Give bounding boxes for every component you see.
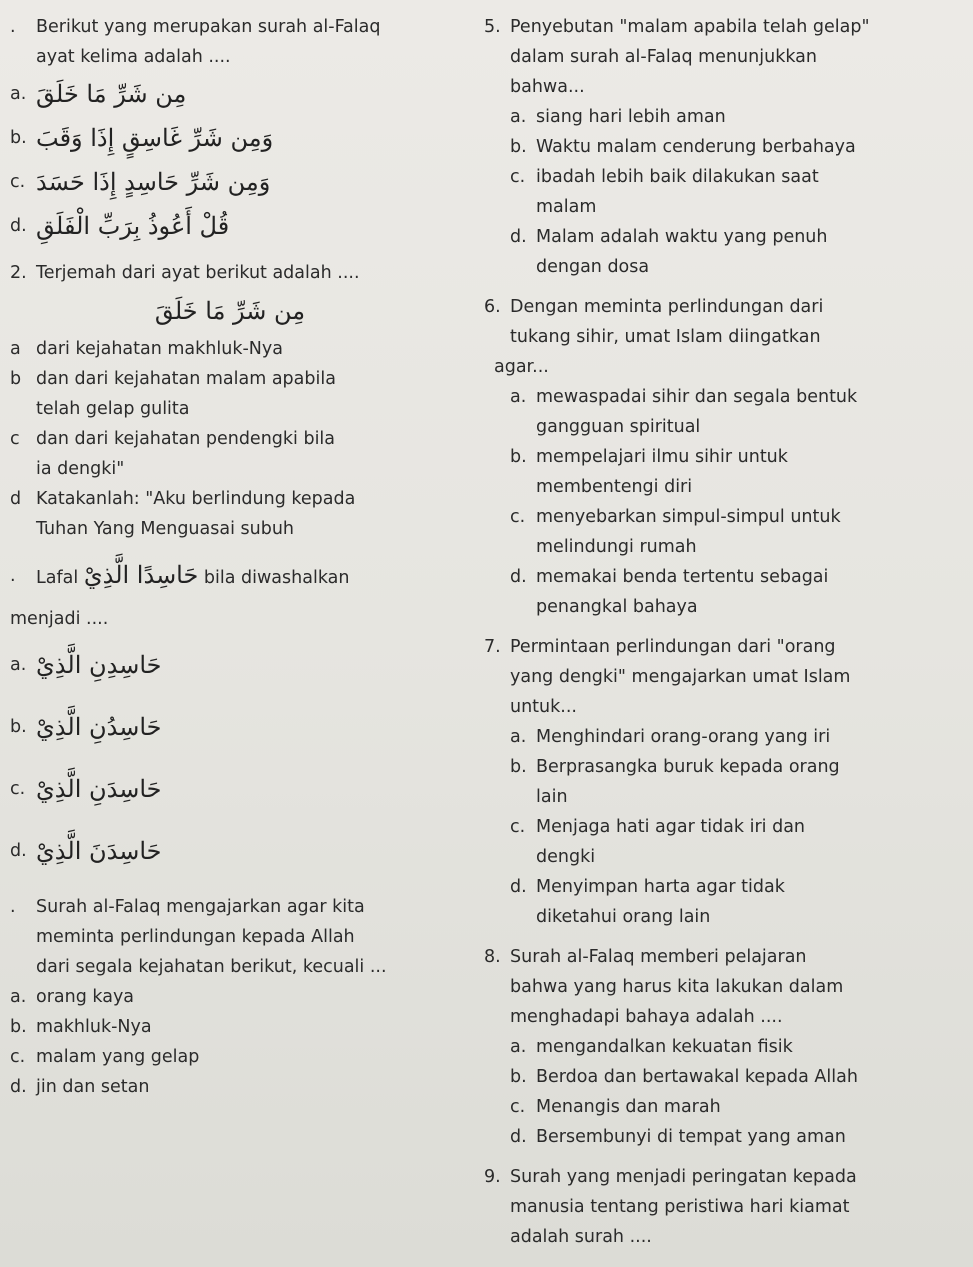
option-text: Katakanlah: "Aku berlindung kepada (36, 489, 356, 509)
question-text: Berikut yang merupakan surah al-Falaq (36, 17, 381, 37)
question-text: dari segala kejahatan berikut, kecuali ... (36, 957, 387, 977)
question-9 (484, 1162, 964, 1252)
question-text: untuk... (510, 697, 577, 717)
option-text: dan dari kejahatan malam apabila (36, 369, 336, 389)
question-text: yang dengki" mengajarkan umat Islam (510, 667, 851, 687)
option-letter: d (10, 489, 22, 509)
option-text: Bersembunyi di tempat yang aman (536, 1127, 846, 1147)
option-d[interactable] (510, 1122, 964, 1152)
option-b[interactable] (10, 1012, 450, 1042)
question-text: Permintaan perlindungan dari "orang (510, 637, 836, 657)
option-text: Menyimpan harta agar tidak (536, 877, 785, 897)
option-a[interactable] (10, 72, 450, 116)
option-letter: d. (510, 227, 527, 247)
question-2 (10, 258, 450, 544)
option-text: makhluk-Nya (36, 1017, 152, 1037)
option-c[interactable] (510, 502, 964, 532)
option-letter: a. (10, 987, 27, 1007)
option-text: dengki (536, 847, 596, 867)
left-column (10, 12, 450, 1102)
question-text: Surah al-Falaq mengajarkan agar kita (36, 897, 365, 917)
option-a[interactable] (510, 102, 964, 132)
question-number: 6. (484, 297, 501, 317)
question-text-before: Lafal (36, 567, 79, 588)
question-text: Surah yang menjadi peringatan kepada (510, 1167, 857, 1187)
arabic-text: مِن شَرِّ مَا خَلَقَ (36, 80, 187, 108)
option-c[interactable] (510, 812, 964, 842)
question-text: bahwa yang harus kita lakukan dalam (510, 977, 844, 997)
option-b[interactable] (510, 752, 964, 782)
option-c[interactable] (510, 1092, 964, 1122)
arabic-text: وَمِن شَرِّ غَاسِقٍ إِذَا وَقَبَ (36, 124, 274, 152)
option-b[interactable] (510, 442, 964, 472)
option-d[interactable] (510, 562, 964, 592)
option-letter: b. (510, 447, 527, 467)
option-text: jin dan setan (36, 1077, 150, 1097)
option-letter: d. (10, 1077, 27, 1097)
option-text: Menangis dan marah (536, 1097, 721, 1117)
option-letter: b. (510, 757, 527, 777)
option-letter: b. (510, 137, 527, 157)
option-d[interactable] (510, 872, 964, 902)
arabic-text: وَمِن شَرِّ حَاسِدٍ إِذَا حَسَدَ (36, 168, 271, 196)
arabic-text: حَاسِدَنَ الَّذِيْ (36, 837, 162, 865)
option-a[interactable] (10, 634, 450, 696)
option-letter: c. (10, 172, 26, 192)
question-text: adalah surah .... (510, 1227, 652, 1247)
option-text: Berdoa dan bertawakal kepada Allah (536, 1067, 858, 1087)
question-number: . (10, 17, 16, 37)
question-number: . (10, 566, 16, 586)
option-c[interactable] (10, 424, 450, 454)
option-letter: c. (510, 817, 526, 837)
option-d[interactable] (10, 820, 450, 882)
option-text: penangkal bahaya (536, 597, 698, 617)
question-text: agar... (494, 357, 549, 377)
question-6 (484, 292, 964, 622)
question-text (36, 553, 450, 600)
option-text: Malam adalah waktu yang penuh (536, 227, 828, 247)
question-text: menjadi .... (10, 609, 109, 629)
arabic-text: قُلْ أَعُوذُ بِرَبِّ الْفَلَقِ (36, 212, 230, 240)
question-text: manusia tentang peristiwa hari kiamat (510, 1197, 850, 1217)
option-text: orang kaya (36, 987, 135, 1007)
option-text: telah gelap gulita (36, 399, 190, 419)
option-letter: b (10, 369, 22, 389)
option-c[interactable] (10, 758, 450, 820)
option-letter: d. (10, 841, 27, 861)
option-letter: a. (10, 655, 27, 675)
arabic-text: مِن شَرِّ مَا خَلَقَ (154, 297, 306, 325)
option-b[interactable] (10, 364, 450, 394)
question-text: meminta perlindungan kepada Allah (36, 927, 355, 947)
option-text: Berprasangka buruk kepada orang (536, 757, 840, 777)
question-number: 5. (484, 17, 501, 37)
option-d[interactable] (510, 222, 964, 252)
question-text-after: bila diwashalkan (203, 567, 350, 588)
option-c[interactable] (10, 160, 450, 204)
option-letter: b. (10, 128, 27, 148)
question-text: Dengan meminta perlindungan dari (510, 297, 824, 317)
option-c[interactable] (10, 1042, 450, 1072)
question-8 (484, 942, 964, 1152)
option-letter: c. (510, 1097, 526, 1117)
option-text: menyebarkan simpul-simpul untuk (536, 507, 841, 527)
option-b[interactable] (510, 1062, 964, 1092)
option-text: Menjaga hati agar tidak iri dan (536, 817, 806, 837)
option-text: dari kejahatan makhluk-Nya (36, 339, 283, 359)
option-letter: c. (510, 507, 526, 527)
option-text: mengandalkan kekuatan fisik (536, 1037, 793, 1057)
question-text: dalam surah al-Falaq menunjukkan (510, 47, 817, 67)
option-text: siang hari lebih aman (536, 107, 726, 127)
option-letter: b. (510, 1067, 527, 1087)
question-number: 7. (484, 637, 501, 657)
question-1 (10, 12, 450, 248)
option-text: malam (536, 197, 597, 217)
option-text: ibadah lebih baik dilakukan saat (536, 167, 819, 187)
question-text: bahwa... (510, 77, 585, 97)
option-text: malam yang gelap (36, 1047, 200, 1067)
option-text: dan dari kejahatan pendengki bila (36, 429, 336, 449)
option-letter: b. (10, 1017, 27, 1037)
option-letter: a. (10, 84, 27, 104)
option-text: Tuhan Yang Menguasai subuh (36, 519, 295, 539)
question-number: 9. (484, 1167, 501, 1187)
option-letter: a. (510, 387, 527, 407)
option-letter: d. (510, 1127, 527, 1147)
option-a[interactable] (510, 1032, 964, 1062)
option-letter: d. (510, 877, 527, 897)
option-text: dengan dosa (536, 257, 650, 277)
option-text: Menghindari orang-orang yang iri (536, 727, 831, 747)
question-text: tukang sihir, umat Islam diingatkan (510, 327, 821, 347)
question-text: Terjemah dari ayat berikut adalah .... (36, 263, 360, 283)
arabic-verse (10, 288, 450, 334)
option-a[interactable] (10, 334, 450, 364)
question-4 (10, 892, 450, 1102)
option-letter: b. (10, 717, 27, 737)
option-letter: c. (510, 167, 526, 187)
question-number: . (10, 897, 16, 917)
question-text: ayat kelima adalah .... (36, 47, 231, 67)
option-text: Waktu malam cenderung berbahaya (536, 137, 856, 157)
option-d[interactable] (10, 204, 450, 248)
question-7 (484, 632, 964, 932)
option-letter: d. (510, 567, 527, 587)
option-text: membentengi diri (536, 477, 693, 497)
question-5 (484, 12, 964, 282)
option-letter: c (10, 429, 20, 449)
question-text: Penyebutan "malam apabila telah gelap" (510, 17, 870, 37)
question-number: 2. (10, 263, 27, 283)
option-a[interactable] (10, 982, 450, 1012)
option-letter: a. (510, 1037, 527, 1057)
option-text: lain (536, 787, 568, 807)
option-letter: a. (510, 727, 527, 747)
arabic-text: حَاسِدَنِ الَّذِيْ (36, 775, 162, 803)
question-number: 8. (484, 947, 501, 967)
option-text: ia dengki" (36, 459, 125, 479)
option-letter: d. (10, 216, 27, 236)
option-d[interactable] (10, 484, 450, 514)
option-a[interactable] (510, 382, 964, 412)
option-text: diketahui orang lain (536, 907, 711, 927)
option-text: mewaspadai sihir dan segala bentuk (536, 387, 858, 407)
option-b[interactable] (10, 116, 450, 160)
arabic-text: حَاسِدُنِ الَّذِيْ (36, 713, 162, 741)
option-letter: a. (510, 107, 527, 127)
option-b[interactable] (510, 132, 964, 162)
arabic-text: حَاسِدًا الَّذِيْ (83, 560, 199, 589)
question-text: Surah al-Falaq memberi pelajaran (510, 947, 807, 967)
question-3 (10, 554, 450, 882)
option-a[interactable] (510, 722, 964, 752)
option-text: mempelajari ilmu sihir untuk (536, 447, 788, 467)
option-text: melindungi rumah (536, 537, 697, 557)
arabic-text: حَاسِدِنِ الَّذِيْ (36, 651, 162, 679)
option-d[interactable] (10, 1072, 450, 1102)
option-text: gangguan spiritual (536, 417, 701, 437)
option-text: memakai benda tertentu sebagai (536, 567, 829, 587)
option-letter: a (10, 339, 21, 359)
question-text: menghadapi bahaya adalah .... (510, 1007, 783, 1027)
option-c[interactable] (510, 162, 964, 192)
option-letter: c. (10, 1047, 26, 1067)
option-letter: c. (10, 779, 26, 799)
option-b[interactable] (10, 696, 450, 758)
right-column (484, 12, 964, 1252)
